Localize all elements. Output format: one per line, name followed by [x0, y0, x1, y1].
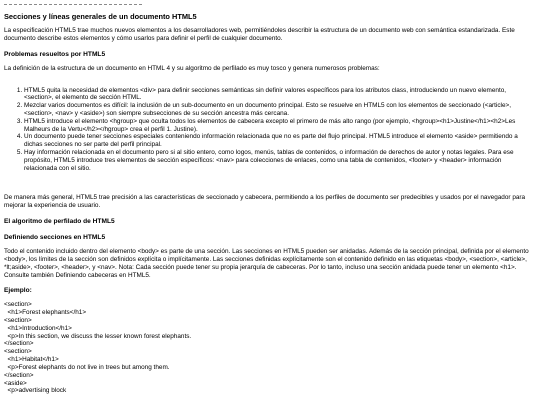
page-title: Secciones y líneas generales de un documento HTML5 [4, 12, 197, 21]
list-item: 1. HTML5 quita la necesidad de elementos <div> para definir secciones semánticas sin definir valores específicos para los atributos class, introduciendo un nuevo elemento, <section>, el elemento de sección HTML. [24, 87, 536, 103]
problems-intro: La definición de la estructura de un documento en HTML 4 y su algoritmo de perfilado es muy tosco y genera numerosos problemas: [4, 64, 380, 72]
defining-heading: Definiendo secciones en HTML5 [4, 234, 106, 242]
list-item: 3. HTML5 introduce el elemento <hgroup> que oculta todos los elementos de cabecera excepto el primero de más alto rango (por ejemplo, <hgroup><h1>Justine</h1><h2>Les Malheurs de la Vertu</h2></hgroup> crea el perfil 1. Justine). [24, 118, 536, 134]
list-item: 2. Mezclar varios documentos es difícil: la inclusión de un sub-documento en un documento principal. Esto se resuelve en HTML5 con los elementos de seccionado (<article>, <section>, <nav> y <aside>) son siempre subsecciones de su sección ancestra más cercana. [24, 102, 536, 118]
defining-paragraph: Todo el contenido incluido dentro del elemento <body> es parte de una sección. Las secciones en HTML5 pueden ser anidadas. Además de la sección principal, definida por el elemento <body>, los límites de la sección son definidos explícita o implícitamente. Las secciones definidas explícitamente son el contenido definido en las etiquetas <body>, <section>, <article>, *lt;aside>, <footer>, <header>, y <nav>. Nota: Cada sección puede tener su propia jerarquía de cabeceras. Por lo tanto, incluso una sección anidada puede tener un elemento <h1>. Consulte también Definiendo cabeceras en HTML5. [4, 248, 529, 279]
algorithm-heading: El algoritmo de perfilado de HTML5 [4, 218, 115, 226]
example-heading: Ejemplo: [4, 287, 32, 295]
code-example: <section> <h1>Forest elephants</h1> <section> <h1>Introduction</h1> <p>In this section, we discuss the lesser known forest elephants. </section> <section> <h1>Habitat</h1> <p>Forest elephants do not live in trees but among them. </section> <aside> <p>advertising block [4, 301, 192, 395]
problems-list [4, 87, 536, 173]
list-item: 5. Hay información relacionada en el documento pero si al sitio entero, como logos, menús, tablas de contenidos, o información de derechos de autor y notas legales. Para ese propósito, HTML5 introduce tres elementos de sección específicos: <nav> para colecciones de enlaces, como una tabla de contenidos, <footer> y <header> información relacionada con el sitio. [24, 149, 536, 172]
spacer [4, 180, 536, 194]
summary-paragraph: De manera más general, HTML5 trae precisión a las características de seccionado y cabecera, permitiendo a los perfiles de documento ser predecibles y usados por el navegador para mejorar la experiencia de usuario. [4, 194, 526, 210]
intro-paragraph: La especificación HTML5 trae muchos nuevos elementos a los desarrolladores web, permitiéndoles describir la estructura de un documento web con semántica estandarizada. Este documento describe estos elementos y cómo usarlos para definir el perfil de cualquier documento. [4, 27, 515, 42]
problems-heading: Problemas resueltos por HTML5 [4, 50, 106, 58]
top-divider [4, 4, 142, 5]
list-item: 4. Un documento puede tener secciones especiales conteniendo información relacionada que no es parte del flujo principal. HTML5 introduce el elemento <aside> permitiendo a dichas secciones no ser parte del perfil principal. [24, 133, 536, 149]
